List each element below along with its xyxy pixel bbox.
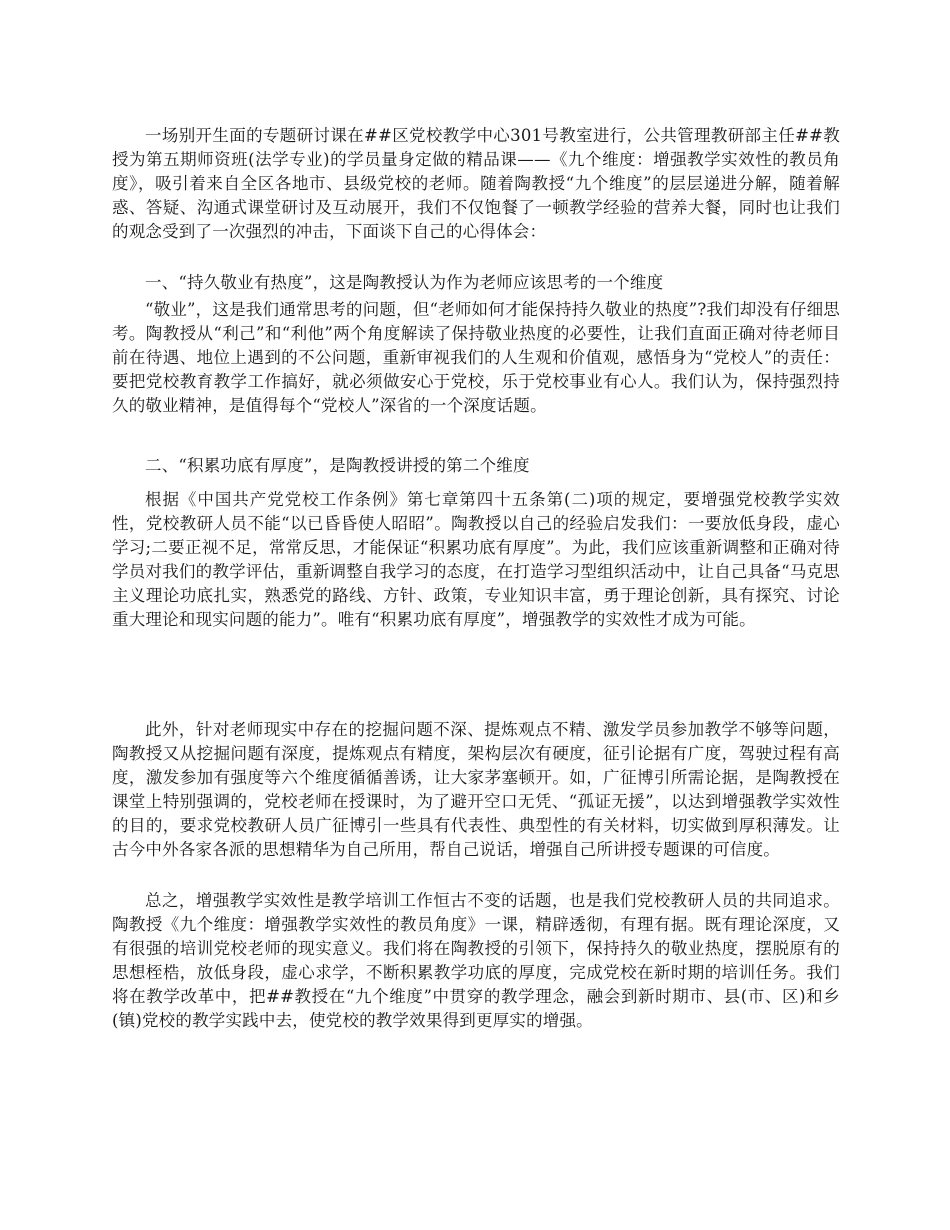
section-1-paragraph: “敬业”，这是我们通常思考的问题，但“老师如何才能保持持久敬业的热度”?我们却没有仔细思考。陶教授从“利己”和“利他”两个角度解读了保持敬业热度的必要性，让我们直面正确对待老师目前在待遇、地位上遇到的不公问题，重新审视我们的人生观和价值观，感悟身为“党校人”的责任：要把党校教育教学工作搞好，就必须做安心于党校，乐于党校事业有心人。我们认为，保持强烈持久的敬业精神，是值得每个“党校人”深省的一个深度话题。: [112, 300, 840, 415]
additional-paragraph: 此外，针对老师现实中存在的挖掘问题不深、提炼观点不精、激发学员参加教学不够等问题，陶教授又从挖掘问题有深度，提炼观点有精度，架构层次有硬度，征引论据有广度，驾驶过程有高度，激发参加有强度等六个维度循循善诱，让大家茅塞顿开。如，广征博引所需论据，是陶教授在课堂上特别强调的，党校老师在授课时，为了避开空口无凭、“孤证无援”，以达到增强教学实效性的目的，要求党校教研人员广征博引一些具有代表性、典型性的有关材料，切实做到厚积薄发。让古今中外各家各派的思想精华为自己所用，帮自己说话，增强自己所讲授专题课的可信度。: [112, 720, 840, 859]
intro-paragraph: 一场别开生面的专题研讨课在##区党校教学中心301号教室进行，公共管理教研部主任##教授为第五期师资班(法学专业)的学员量身定做的精品课——《九个维度：增强教学实效性的教员角度》，吸引着来自全区各地市、县级党校的老师。随着陶教授“九个维度”的层层递进分解，随着解惑、答疑、沟通式课堂研讨及互动展开，我们不仅饱餐了一顿教学经验的营养大餐，同时也让我们的观念受到了一次强烈的冲击，下面谈下自己的心得体会：: [112, 126, 840, 241]
section-heading-1: 一、“持久敬业有热度”，这是陶教授认为作为老师应该思考的一个维度: [145, 273, 664, 292]
section-2-paragraph: 根据《中国共产党党校工作条例》第七章第四十五条第(二)项的规定，要增强党校教学实效性，党校教研人员不能“以已昏昏使人昭昭”。陶教授以自己的经验启发我们：一要放低身段，虚心学习;二要正视不足，常常反思，才能保证“积累功底有厚度”。为此，我们应该重新调整和正确对待学员对我们的教学评估，重新调整自我学习的态度，在打造学习型组织活动中，让自己具备“马克思主义理论功底扎实，熟悉党的路线、方针、政策，专业知识丰富，勇于理论创新，具有探究、讨论重大理论和现实问题的能力”。唯有“积累功底有厚度”，增强教学的实效性才成为可能。: [112, 490, 840, 629]
conclusion-paragraph: 总之，增强教学实效性是教学培训工作恒古不变的话题，也是我们党校教研人员的共同追求。陶教授《九个维度：增强教学实效性的教员角度》一课，精辟透彻，有理有据。既有理论深度，又有很强的培训党校老师的现实意义。我们将在陶教授的引领下，保持持久的敬业热度，摆脱原有的思想桎梏，放低身段，虚心求学，不断积累教学功底的厚度，完成党校在新时期的培训任务。我们将在教学改革中，把##教授在“九个维度”中贯穿的教学理念，融会到新时期市、县(市、区)和乡(镇)党校的教学实践中去，使党校的教学效果得到更厚实的增强。: [112, 891, 840, 1030]
section-heading-2: 二、“积累功底有厚度”，是陶教授讲授的第二个维度: [145, 456, 530, 475]
